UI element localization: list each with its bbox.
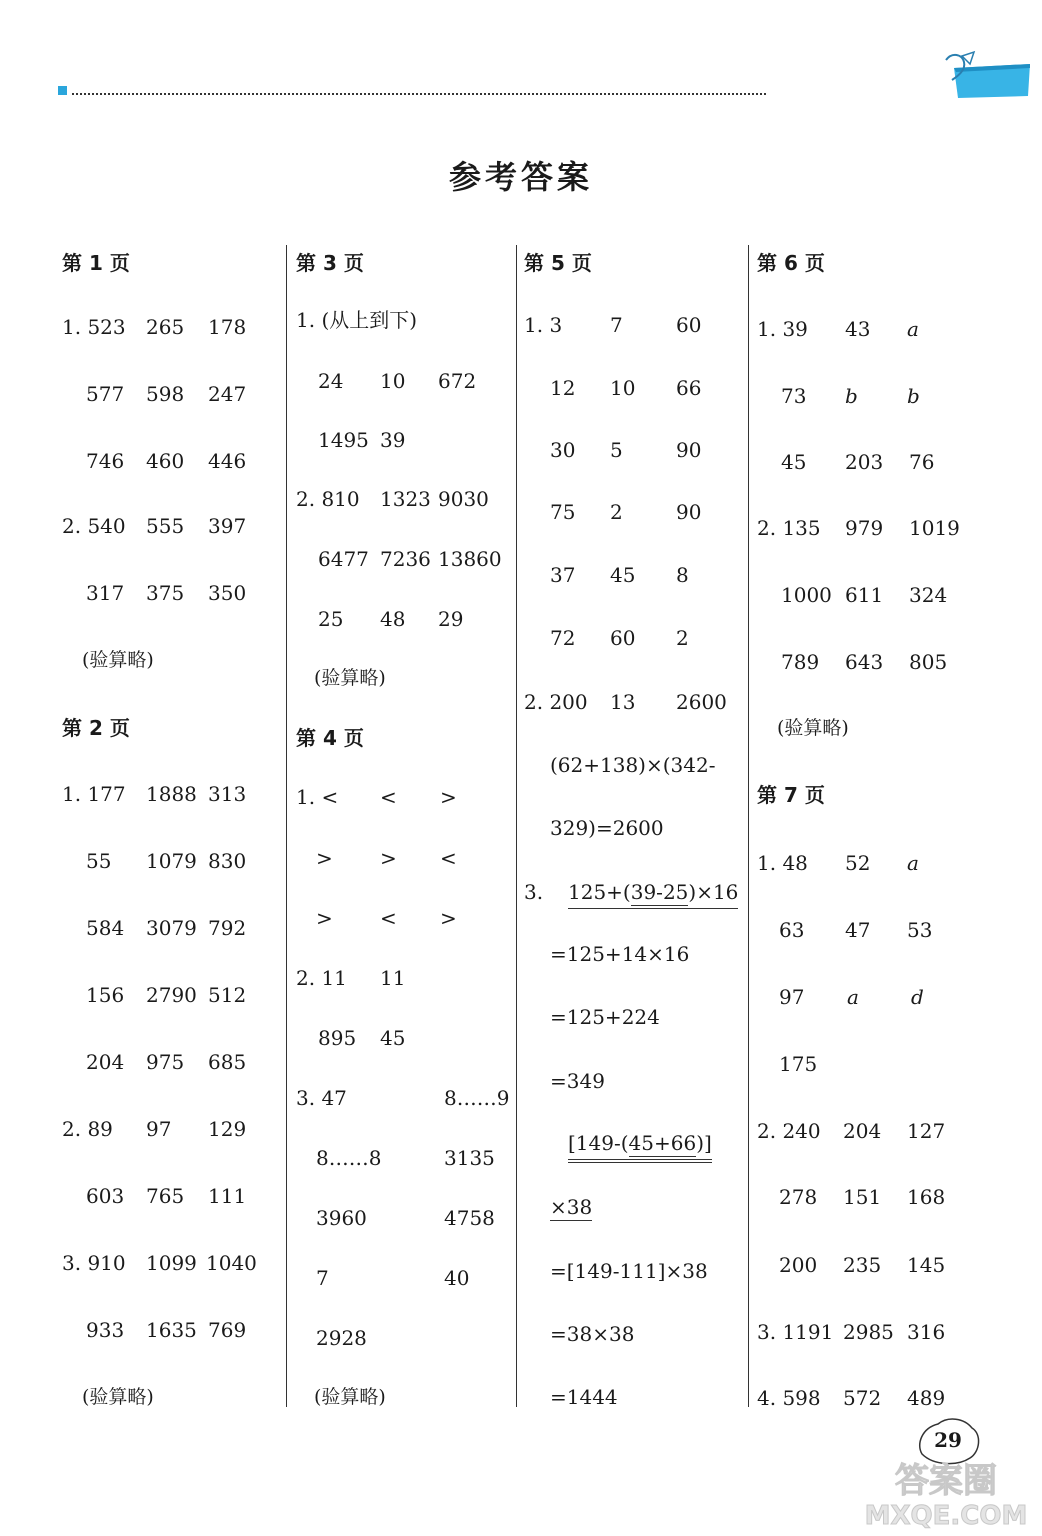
section-heading: 第 3 页 bbox=[296, 251, 364, 275]
watermark-text-1: 答案圈 bbox=[895, 1461, 997, 1501]
answer-column-2: 第 3 页 1. (从上到下) 24 10 672 1495 39 2. 810 1323 9030 6477 7236 13860 25 48 29 (验算略) 第 4 页 1. < < > > > < > < > 2. 11 11 895 45 3. 47 8……9 8……8 3135 3960 4758 7 40 2928 (验算略) bbox=[296, 232, 508, 1407]
answer-column-3: 第 5 页 1. 3 7 60 12 10 66 30 5 90 75 2 90 37 45 8 72 60 2 2. 200 13 2600 (62+138)×(342- 329)=2600 3. 125+(39-25)×16 =125+14×16 =125+224 =349 [149-(45+66)] ×38 =[149-111]×38 =38×38 =1444 bbox=[524, 232, 746, 1407]
answer-row: 1. (从上到下) bbox=[296, 308, 418, 332]
header-marker bbox=[58, 86, 67, 95]
answer-row: ×38 bbox=[550, 1195, 593, 1219]
calc-step: =1444 bbox=[550, 1385, 618, 1409]
section-heading: 第 1 页 bbox=[62, 251, 130, 275]
answer-row: 2928 bbox=[316, 1326, 367, 1350]
watermark-text-2: MXQE.COM bbox=[864, 1501, 1028, 1530]
column-divider bbox=[286, 245, 287, 1407]
watermark-logo bbox=[846, 1452, 1034, 1530]
section-heading: 第 7 页 bbox=[757, 783, 825, 807]
answer-row: 175 bbox=[779, 1052, 818, 1076]
header-dotted-rule bbox=[72, 93, 766, 95]
column-divider bbox=[748, 245, 749, 1407]
calc-step: =349 bbox=[550, 1069, 605, 1093]
column-divider bbox=[516, 245, 517, 1407]
section-heading: 第 5 页 bbox=[524, 251, 592, 275]
answer-column-4: 第 6 页 1. 39 43 a 73 b b 45 203 76 2. 135 979 1019 1000 611 324 789 643 805 (验算略) 第 7 页 1. 48 52 a 63 47 53 97 a d 175 2. 240 204 127 278 151 168 200 235 145 3. 1191 2985 316 4. 598 572 489 bbox=[757, 232, 997, 1407]
answer-row: (62+138)×(342- bbox=[550, 753, 716, 777]
check-note: (验算略) bbox=[82, 1386, 154, 1408]
calc-step: =125+224 bbox=[550, 1005, 660, 1029]
check-note: (验算略) bbox=[314, 667, 386, 689]
page-title: 参考答案 bbox=[448, 158, 593, 196]
book-logo-icon bbox=[940, 50, 1032, 102]
calc-step: =38×38 bbox=[550, 1322, 635, 1346]
check-note: (验算略) bbox=[314, 1386, 386, 1408]
calc-step: =[149-111]×38 bbox=[550, 1259, 708, 1283]
section-heading: 第 2 页 bbox=[62, 716, 130, 740]
page-number: 29 bbox=[934, 1428, 962, 1452]
answer-row: 329)=2600 bbox=[550, 816, 664, 840]
section-heading: 第 6 页 bbox=[757, 251, 825, 275]
section-heading: 第 4 页 bbox=[296, 726, 364, 750]
check-note: (验算略) bbox=[777, 717, 849, 739]
check-note: (验算略) bbox=[82, 649, 154, 671]
answer-column-1: 第 1 页 1. 523 265 178 577 598 247 746 460 446 2. 540 555 397 317 375 350 (验算略) 第 2 页 1. 177 1888 313 55 1079 830 584 3079 792 156 2790 512 204 975 685 2. 89 97 129 603 765 111 3. 910 1099 1040 933 1635 769 (验算略) bbox=[62, 232, 282, 1407]
calc-step: =125+14×16 bbox=[550, 942, 690, 966]
